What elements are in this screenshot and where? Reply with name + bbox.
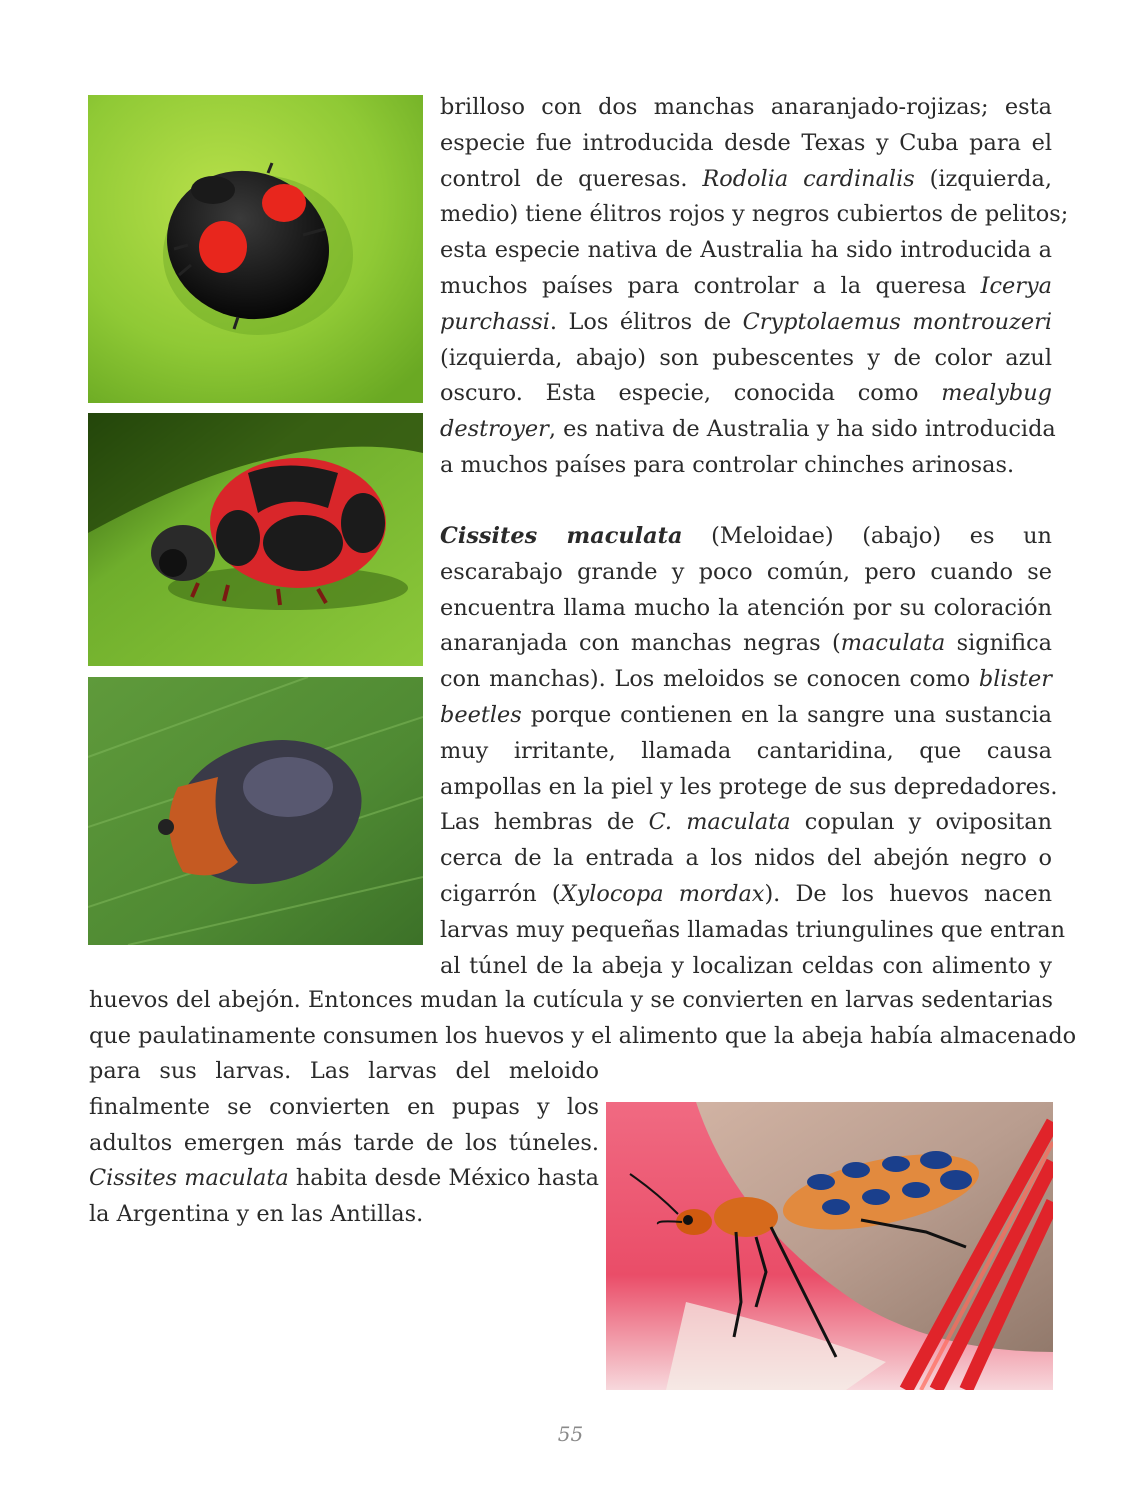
photo-rodolia-cardinalis xyxy=(88,413,423,666)
text-line: la Argentina y en las Antillas. xyxy=(89,1201,424,1228)
text-line: cerca de la entrada a los nidos del abejón negro o xyxy=(440,845,1052,872)
text-line: encuentra llama mucho la atención por su coloración xyxy=(440,594,1052,621)
text-line: esta especie nativa de Australia ha sido introducida a xyxy=(440,237,1052,264)
text-line: Cissites maculata habita desde México hasta xyxy=(89,1165,600,1192)
text-line: para sus larvas. Las larvas del meloido xyxy=(89,1058,599,1084)
italic-term: beetles xyxy=(440,701,522,728)
italic-term: maculata xyxy=(840,630,946,657)
text-line: medio) tiene élitros rojos y negros cubiertos de pelitos; xyxy=(440,201,1069,228)
text-line: purchassi. Los élitros de Cryptolaemus montrouzeri xyxy=(440,308,1052,335)
text-line: muy irritante, llamada cantaridina, que causa xyxy=(440,737,1052,764)
page-number: 55 xyxy=(557,1422,584,1446)
text-line: huevos del abejón. Entonces mudan la cutícula y se convierten en larvas sedentarias xyxy=(89,987,1053,1013)
text-line: oscuro. Esta especie, conocida como mealybug xyxy=(440,380,1052,407)
text-line: beetles porque contienen en la sangre una sustancia xyxy=(440,701,1052,728)
text-line: brilloso con dos manchas anaranjado-rojizas; esta xyxy=(440,94,1052,120)
italic-term: Xylocopa mordax xyxy=(560,880,765,907)
text-line: con manchas). Los meloidos se conocen como blister xyxy=(440,666,1052,693)
bold-italic-term: Cissites maculata xyxy=(440,523,683,549)
italic-term: Cissites maculata xyxy=(89,1165,289,1192)
text-line: Las hembras de C. maculata copulan y ovipositan xyxy=(440,809,1052,836)
text-line: Cissites maculata (Meloidae) (abajo) es un xyxy=(440,523,1052,549)
text-line: (izquierda, abajo) son pubescentes y de color azul xyxy=(440,344,1052,371)
italic-term: mealybug xyxy=(941,380,1052,407)
photo-cryptolaemus-montrouzeri xyxy=(88,677,423,945)
text-line: cigarrón (Xylocopa mordax). De los huevos nacen xyxy=(440,880,1052,907)
paragraph-1 xyxy=(440,90,1069,484)
italic-term: destroyer xyxy=(440,416,549,443)
text-line: anaranjada con manchas negras (maculata significa xyxy=(440,630,1052,657)
photo-black-ladybird-red-spots xyxy=(88,95,423,403)
paragraph-2-full-width xyxy=(89,983,1077,1055)
photo-cissites-maculata xyxy=(606,1102,1053,1390)
text-line: control de queresas. Rodolia cardinalis (izquierda, xyxy=(440,165,1052,192)
text-line: ampollas en la piel y les protege de sus depredadores. xyxy=(440,773,1058,800)
italic-term: Rodolia cardinalis xyxy=(702,165,915,192)
paragraph-2-left-column xyxy=(89,1054,599,1233)
text-line: destroyer, es nativa de Australia y ha sido introducida xyxy=(440,416,1056,443)
italic-term: C. maculata xyxy=(648,809,791,836)
text-line: muchos países para controlar a la queresa Icerya xyxy=(440,272,1052,299)
text-line: a muchos países para controlar chinches arinosas. xyxy=(440,451,1015,478)
text-line: especie fue introducida desde Texas y Cuba para el xyxy=(440,129,1052,156)
italic-term: Icerya xyxy=(980,272,1052,299)
text-line: larvas muy pequeñas llamadas triungulines que entran xyxy=(440,916,1066,943)
italic-term: Cryptolaemus montrouzeri xyxy=(742,308,1052,335)
italic-term: purchassi xyxy=(440,308,550,335)
text-line: adultos emergen más tarde de los túneles. xyxy=(89,1129,599,1156)
paragraph-2-column xyxy=(440,519,1066,984)
text-line: escarabajo grande y poco común, pero cuando se xyxy=(440,558,1052,585)
text-line: al túnel de la abeja y localizan celdas con alimento y xyxy=(440,952,1052,979)
text-line: que paulatinamente consumen los huevos y el alimento que la abeja había almacenado xyxy=(89,1022,1077,1049)
italic-term: blister xyxy=(978,666,1052,693)
text-line: finalmente se convierten en pupas y los xyxy=(89,1093,599,1120)
